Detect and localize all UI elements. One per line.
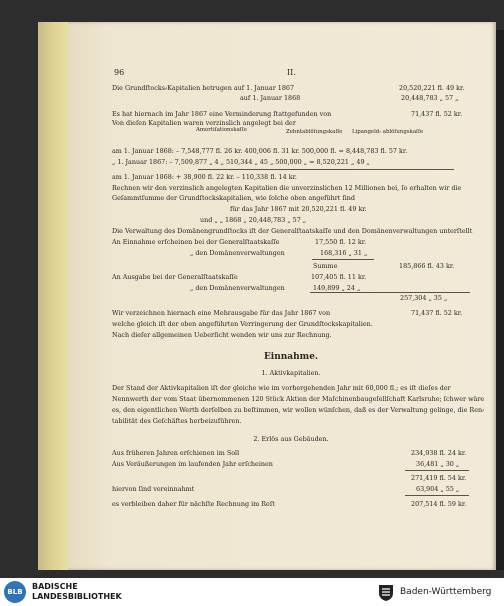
library-name[interactable] [32,582,122,602]
text-line: für das Jahr 1867 mit 20,520,221 fl. 49 kr. [230,205,367,213]
amount: 20,448,783 „ 57 „ [401,94,459,102]
text-line: Es hat hiernach im Jahr 1867 eine Verminderung ſtattgefunden von [112,110,332,118]
column-header: Zehntablöſungskaſſe [286,129,343,135]
amount: 71,437 fl. 52 kr. [411,309,463,317]
subheading: 2. Erlös aus Gebäuden. [253,435,329,443]
amount: 17,550 fl. 12 kr. [315,238,367,246]
text-line: Geſammtſumme der Grundſtockskapitalien, wie ſolche oben angeführt ſind [112,194,355,202]
text-line: hiervon ſind vereinnahmt [112,485,195,493]
amount: 63,904 „ 55 „ [416,485,460,493]
text-line: es verbleiben daher für nächſte Rechnung im Reſt [112,500,275,508]
amount: 257,304 „ 35 „ [400,294,448,302]
text-line: auf 1. Januar 1868 [240,94,301,102]
library-name-line1: BADISCHE [32,582,78,591]
divider [405,470,469,471]
paragraph-line: es, den eigentlichen Werth derſelben zu beſtimmen, wir wollen wünſchen, daß es der Verwaltung gelinge, die Ren⸗ [112,406,485,414]
amount: 36,481 „ 30 „ [416,460,460,468]
text-line: Nach dieſer allgemeinen Ueberſicht wenden wir uns zur Rechnung. [112,331,332,339]
text-line: Wir verzeichnen hiernach eine Mehrausgabe für das Jahr 1867 von [112,309,331,317]
text-line: Summe [313,262,338,270]
subheading: 1. Aktivkapitalien. [261,369,321,377]
section-heading: Einnahme. [263,352,319,362]
column-header: Amortiſationskaſſe [196,127,247,133]
amount: 234,938 fl. 24 kr. [411,449,467,457]
amount: 20,520,221 fl. 49 kr. [399,84,465,92]
page-number: 96 [114,68,125,77]
paragraph-line: Der Stand der Aktivkapitalien iſt der gleiche wie im vorhergehenden Jahr mit 60,000 fl.; es iſt dieſes der [112,384,451,392]
text-line: An Ausgabe bei der Generalſtaatskaſſe [112,273,238,281]
amount: 71,437 fl. 52 kr. [411,110,463,118]
text-line: „ den Domänenverwaltungen [190,284,285,292]
book-spine [38,22,72,570]
text-line: am 1. Januar 1868: – 7,548,777 fl. 26 kr. 400,006 fl. 31 kr. 500,000 fl. = 8,448,783 fl. 57 kr. [112,147,408,155]
blb-logo-icon[interactable]: BLB [4,581,26,603]
state-coat-of-arms-icon [376,582,396,602]
text-line: und „ „ 1868 „ 20,448,783 „ 57 „ [200,216,307,224]
text-line: Aus Veräußerungen im laufenden Jahr erſcheinen [112,460,273,468]
amount: 185,866 fl. 43 kr. [399,262,455,270]
amount: 168,316 „ 31 „ [320,249,368,257]
amount: 107,405 fl. 11 kr. [311,273,367,281]
footer-bar [0,578,504,606]
text-line: welche gleich iſt der oben angeführten Verringerung der Grundſtockskapitalien. [112,320,373,328]
library-name-line2: LANDESBIBLIOTHEK [32,592,122,601]
paragraph-line: tabilität des Geſchäftes herbeizuführen. [112,417,242,425]
divider [198,169,454,170]
state-name[interactable]: Baden-Württemberg [400,587,492,597]
text-line: am 1. Januar 1868: + 38,900 fl. 22 kr. – 110,338 fl. 14 kr. [112,173,297,181]
column-header: Lipangeld⸗ ablöſungskaſſe [352,129,424,135]
text-line: Die Grundſtocks⸗Kapitalien betrugen auf 1. Januar 1867 [112,84,295,92]
page-edge [496,30,504,570]
text-line: Von dieſen Kapitalien waren verzinslich angelegt bei der [112,119,296,127]
text-line: Aus früheren Jahren erſchienen im Soll [112,449,240,457]
text-line: An Einnahme erſcheinen bei der Generalſtaatskaſſe [112,238,280,246]
text-line: „ den Domänenverwaltungen [190,249,285,257]
divider [405,495,469,496]
paragraph-line: Nennwerth der vom Staat übernommenen 120 Stück Aktien der Maſchinenbaugeſellſchaft Karlsruhe; ſchwer wäre [112,395,485,403]
text-line: Die Verwaltung des Domänengrundſtocks iſt der Generalſtaatskaſſe und den Domänenverwaltungen unterſtellt [112,227,473,235]
text-line: Rechnen wir den verzinslich angelegten Kapitalien die unverzinslichen 12 Millionen bei, ſo erhalten wir die [112,184,462,192]
amount: 149,899 „ 24 „ [313,284,361,292]
divider [310,292,470,293]
amount: 271,419 fl. 54 kr. [411,474,467,482]
section-number: II. [287,68,296,77]
text-line: „ 1. Januar 1867: – 7,509,877 „ 4 „ 510,344 „ 45 „ 500,000 „ = 8,520,221 „ 49 „ [112,158,370,166]
divider [312,259,374,260]
amount: 207,514 fl. 59 kr. [411,500,467,508]
